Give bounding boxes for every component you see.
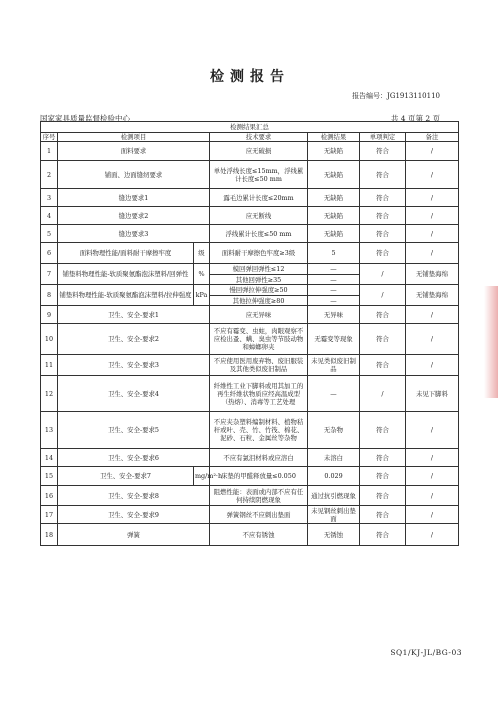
row-number: 6 (41, 243, 58, 264)
row-requirement: 露毛边累计长度≤20mm (210, 189, 308, 207)
row-number: 5 (41, 225, 58, 243)
row-remark: 未见下脚料 (406, 376, 459, 412)
row-requirement: 床垫的甲醛释放量≤0.050 (210, 467, 308, 486)
row-remark: / (406, 243, 459, 264)
row-item: 卫生、安全-要求4 (58, 376, 210, 412)
row-item: 卫生、安全-要求7 (58, 467, 194, 486)
row-number: 8 (41, 285, 58, 306)
row-judgement: / (360, 376, 406, 412)
row-requirement: 纤维性工业下脚料或用其加工的再生纤维状物质应经高温成型（热熔）、消毒等工艺处理 (210, 376, 308, 412)
row-item: 面料要求 (58, 142, 210, 161)
table-row (41, 355, 459, 376)
table-row (41, 225, 459, 243)
row-number: 4 (41, 207, 58, 225)
row-requirement: 面料耐干摩擦色牢度≥3级 (210, 243, 308, 264)
row-number: 10 (41, 324, 58, 355)
table-row (41, 306, 459, 324)
row-requirement: 阻燃性能：表面或内部不应有任何持续阴燃现象 (210, 486, 308, 506)
row-unit: % (194, 264, 210, 285)
table-row (41, 412, 459, 449)
row-unit: mg/m²·h (194, 467, 210, 486)
row-number: 2 (41, 161, 58, 189)
table-row (41, 264, 459, 275)
table-row (41, 467, 459, 486)
organization-name: 国家家具质量监督检验中心 (40, 114, 130, 123)
results-table (40, 121, 459, 546)
form-code: SQ1/KJ-JL/BG-03 (390, 648, 462, 657)
row-requirement: 弹簧钢丝不应刺出垫面 (210, 506, 308, 524)
row-remark: / (406, 225, 459, 243)
row-unit: kPa (194, 285, 210, 306)
row-item: 缝边要求3 (58, 225, 210, 243)
row-requirement: 不应有锈蚀 (210, 524, 308, 546)
row-number: 11 (41, 355, 58, 376)
row-unit: 级 (194, 243, 210, 264)
row-item: 卫生、安全-要求1 (58, 306, 210, 324)
row-result: 未见类似废旧制品 (308, 355, 360, 376)
row-judgement: / (360, 264, 406, 285)
row-result: 5 (308, 243, 360, 264)
row-item: 卫生、安全-要求5 (58, 412, 210, 449)
row-judgement: 符合 (360, 225, 406, 243)
row-judgement: 符合 (360, 207, 406, 225)
row-result: 无霉变等现象 (308, 324, 360, 355)
row-requirement: 不应有霉变、虫蛀，肉眼观察不应检出蚤、螨、臭虫等节肢动物和蟑螂卵夹 (210, 324, 308, 355)
col-header-result: 检测结果 (308, 133, 360, 142)
table-row (41, 449, 459, 467)
row-remark: / (406, 189, 459, 207)
row-number: 16 (41, 486, 58, 506)
row-result: 无缺陷 (308, 142, 360, 161)
row-requirement: 浮线累计长度≤50 mm (210, 225, 308, 243)
row-result: — (308, 285, 360, 296)
row-remark: / (406, 449, 459, 467)
row-remark: 无铺垫海绵 (406, 264, 459, 285)
row-result: 未见钢丝刺出垫面 (308, 506, 360, 524)
row-judgement: 符合 (360, 306, 406, 324)
col-header-requirement: 技术要求 (210, 133, 308, 142)
table-row (41, 285, 459, 296)
row-result: 通过抗引燃现象 (308, 486, 360, 506)
row-result: 无锈蚀 (308, 524, 360, 546)
row-number: 13 (41, 412, 58, 449)
row-result: 无缺陷 (308, 207, 360, 225)
row-judgement: 符合 (360, 142, 406, 161)
row-judgement: 符合 (360, 449, 406, 467)
row-item: 卫生、安全-要求9 (58, 506, 210, 524)
row-item: 缝边要求1 (58, 189, 210, 207)
row-requirement: 不应有氯泪材料或应溶白 (210, 449, 308, 467)
row-judgement: 符合 (360, 506, 406, 524)
table-row (41, 486, 459, 506)
page-info: 共 4 页第 2 页 (390, 114, 440, 123)
row-result: — (308, 275, 360, 285)
table-row (41, 161, 459, 189)
row-result: — (308, 264, 360, 275)
row-judgement: 符合 (360, 524, 406, 546)
row-item: 卫生、安全-要求6 (58, 449, 210, 467)
row-remark: 无铺垫海绵 (406, 285, 459, 306)
row-requirement: 不应夹杂塑料编制材料、植物秸秆或叶、壳、竹、竹筏、棉花、泥砂、石粒、金属丝等杂物 (210, 412, 308, 449)
row-item: 铺垫料物理性能-软质聚氨酯泡沫塑料/回弹性 (58, 264, 194, 285)
row-item: 缝边要求2 (58, 207, 210, 225)
row-requirement: 不应使用医用废弃物、废旧服装及其他类似废旧制品 (210, 355, 308, 376)
row-remark: / (406, 467, 459, 486)
row-remark: / (406, 207, 459, 225)
row-number: 14 (41, 449, 58, 467)
row-result: 无杂物 (308, 412, 360, 449)
row-remark: / (406, 355, 459, 376)
row-number: 3 (41, 189, 58, 207)
row-judgement: 符合 (360, 161, 406, 189)
col-header-item: 检测项目 (58, 133, 210, 142)
table-row (41, 506, 459, 524)
row-item: 面料物理性能/面料耐干摩擦牢度 (58, 243, 194, 264)
table-row (41, 324, 459, 355)
row-remark: / (406, 412, 459, 449)
row-item: 铺垫料物理性能-软质聚氨酯泡沫塑料/拉伸强度 (58, 285, 194, 306)
row-number: 12 (41, 376, 58, 412)
row-requirement: 应无异味 (210, 306, 308, 324)
row-number: 1 (41, 142, 58, 161)
col-header-remark: 备注 (406, 133, 459, 142)
row-item: 卫生、安全-要求8 (58, 486, 210, 506)
row-judgement: 符合 (360, 467, 406, 486)
seam-stamp (484, 286, 498, 398)
row-result: — (308, 296, 360, 306)
row-item: 铺面、边面缝纫要求 (58, 161, 210, 189)
row-remark: / (406, 506, 459, 524)
row-judgement: 符合 (360, 324, 406, 355)
row-result: 无缺陷 (308, 225, 360, 243)
row-result: 未溶白 (308, 449, 360, 467)
results-table-container (40, 121, 458, 546)
row-result: — (308, 376, 360, 412)
row-item: 卫生、安全-要求2 (58, 324, 210, 355)
col-header-no: 序号 (41, 133, 58, 142)
row-judgement: 符合 (360, 486, 406, 506)
row-requirement: 单处浮线长度≤15mm，浮线累计长度≤50 mm (210, 161, 308, 189)
report-title: 检测报告 (210, 69, 290, 85)
row-judgement: 符合 (360, 412, 406, 449)
row-number: 9 (41, 306, 58, 324)
table-row (41, 524, 459, 546)
row-requirement: 其他回弹性≥35 (210, 275, 308, 285)
table-row (41, 189, 459, 207)
row-result: 无缺陷 (308, 189, 360, 207)
col-header-judgement: 单项判定 (360, 133, 406, 142)
row-judgement: / (360, 285, 406, 306)
results-table-body (41, 122, 459, 546)
row-item: 卫生、安全-要求3 (58, 355, 210, 376)
row-remark: / (406, 324, 459, 355)
table-caption: 检测结果汇总 (41, 122, 459, 133)
row-requirement: 模回弹回弹性≤12 (210, 264, 308, 275)
row-remark: / (406, 486, 459, 506)
table-row (41, 207, 459, 225)
row-requirement: 慢回弹拉伸强度≥50 (210, 285, 308, 296)
table-row (41, 142, 459, 161)
row-remark: / (406, 161, 459, 189)
row-number: 17 (41, 506, 58, 524)
row-number: 15 (41, 467, 58, 486)
row-requirement: 应无断线 (210, 207, 308, 225)
row-requirement: 其他拉伸强度≥80 (210, 296, 308, 306)
row-item: 弹簧 (58, 524, 210, 546)
row-judgement: 符合 (360, 355, 406, 376)
row-judgement: 符合 (360, 189, 406, 207)
report-number: 报告编号：JG1913110110 (352, 92, 440, 100)
row-number: 18 (41, 524, 58, 546)
row-result: 无异味 (308, 306, 360, 324)
row-remark: / (406, 524, 459, 546)
row-result: 0.029 (308, 467, 360, 486)
row-remark: / (406, 306, 459, 324)
row-remark: / (406, 142, 459, 161)
table-row (41, 243, 459, 264)
row-requirement: 应无破损 (210, 142, 308, 161)
table-row (41, 376, 459, 412)
row-result: 无缺陷 (308, 161, 360, 189)
row-judgement: 符合 (360, 243, 406, 264)
row-number: 7 (41, 264, 58, 285)
